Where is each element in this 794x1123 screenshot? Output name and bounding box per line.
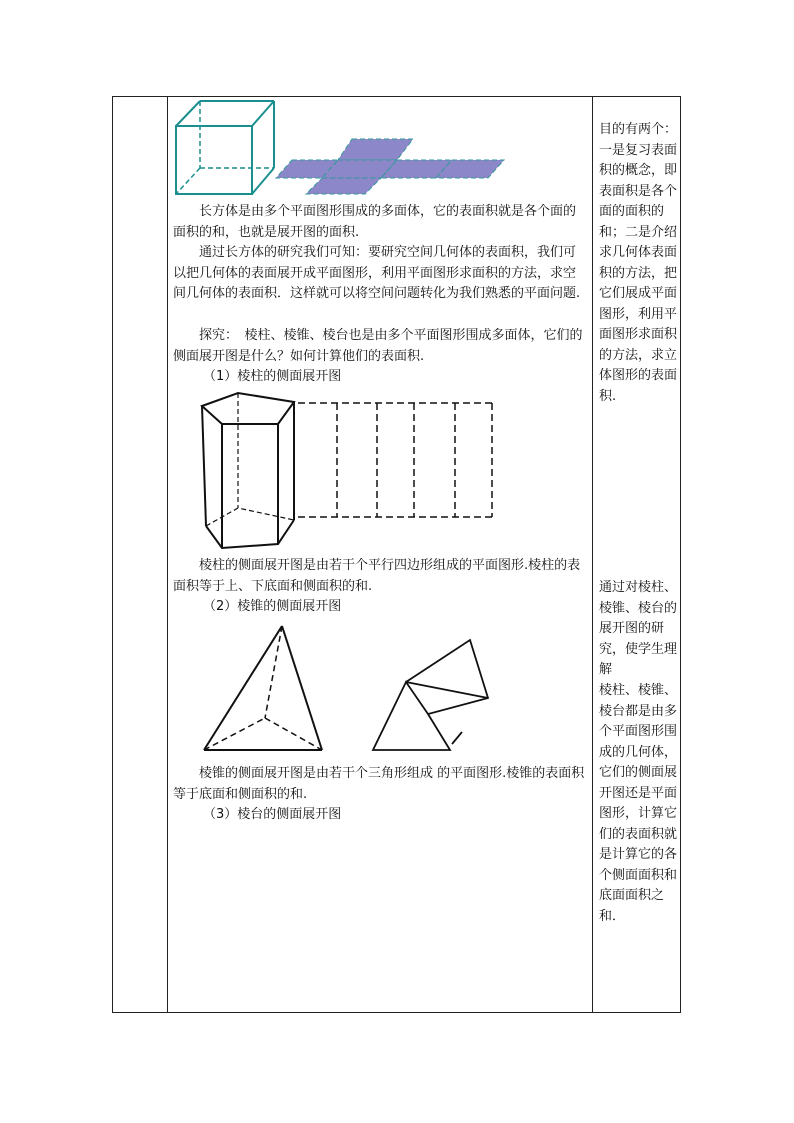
prism-net-figure	[292, 400, 498, 522]
paragraph-explore: 探究： 棱柱、棱锥、棱台也是由多个平面图形围成多面体，它们的侧面展开图是什么？如何计算他们的表面积.	[173, 328, 583, 364]
heading-frustum: （3）棱台的侧面展开图	[203, 807, 342, 822]
heading-prism: （1）棱柱的侧面展开图	[203, 369, 342, 384]
column-divider-left	[167, 97, 168, 1012]
cuboid-figure	[170, 98, 280, 198]
heading-pyramid: （2）棱锥的侧面展开图	[203, 599, 342, 614]
paragraph-prism: 棱柱的侧面展开图是由若干个平行四边形组成的平面图形.棱柱的表面积等于上、下底面和侧面积的和.	[173, 558, 581, 594]
paragraph-cuboid: 长方体是由多个平面图形围成的多面体，它的表面积就是各个面的面积的和，也就是展开图的面积.	[173, 204, 577, 240]
pyramid-figure	[198, 622, 328, 754]
note-conclusion: 棱柱、棱锥、棱台都是由多个平面图形围成的几何体，它们的侧面展开图还是平面图形，计算它们的表面积就是计算它的各个侧面面积和底面面积之和．	[599, 683, 678, 924]
note-purpose: 目的有两个：一是复习表面积的概念，即表面积是各个面的面积的和；二是介绍求几何体表面积的方法，把它们展成平面图形，利用平面图形求面积的方法，求立体图形的表面积.	[599, 122, 678, 404]
pyramid-net-figure	[368, 636, 494, 756]
paragraph-pyramid: 棱锥的侧面展开图是由若干个三角形组成 的平面图形.棱锥的表面积等于底面和侧面积的和.	[173, 766, 585, 802]
column-divider-right	[592, 97, 593, 1012]
prism-figure	[196, 390, 300, 554]
cuboid-net-figure	[272, 134, 508, 198]
paragraph-research: 通过长方体的研究我们可知：要研究空间几何体的表面积，我们可以把几何体的表面展开成平面图形，利用平面图形求面积的方法，求空间几何体的表面积．这样就可以将空间问题转化为我们熟悉的平面问题.	[173, 245, 581, 301]
note-research-intro: 通过对棱柱、棱锥、棱台的展开图的研究，使学生理解	[599, 580, 678, 677]
